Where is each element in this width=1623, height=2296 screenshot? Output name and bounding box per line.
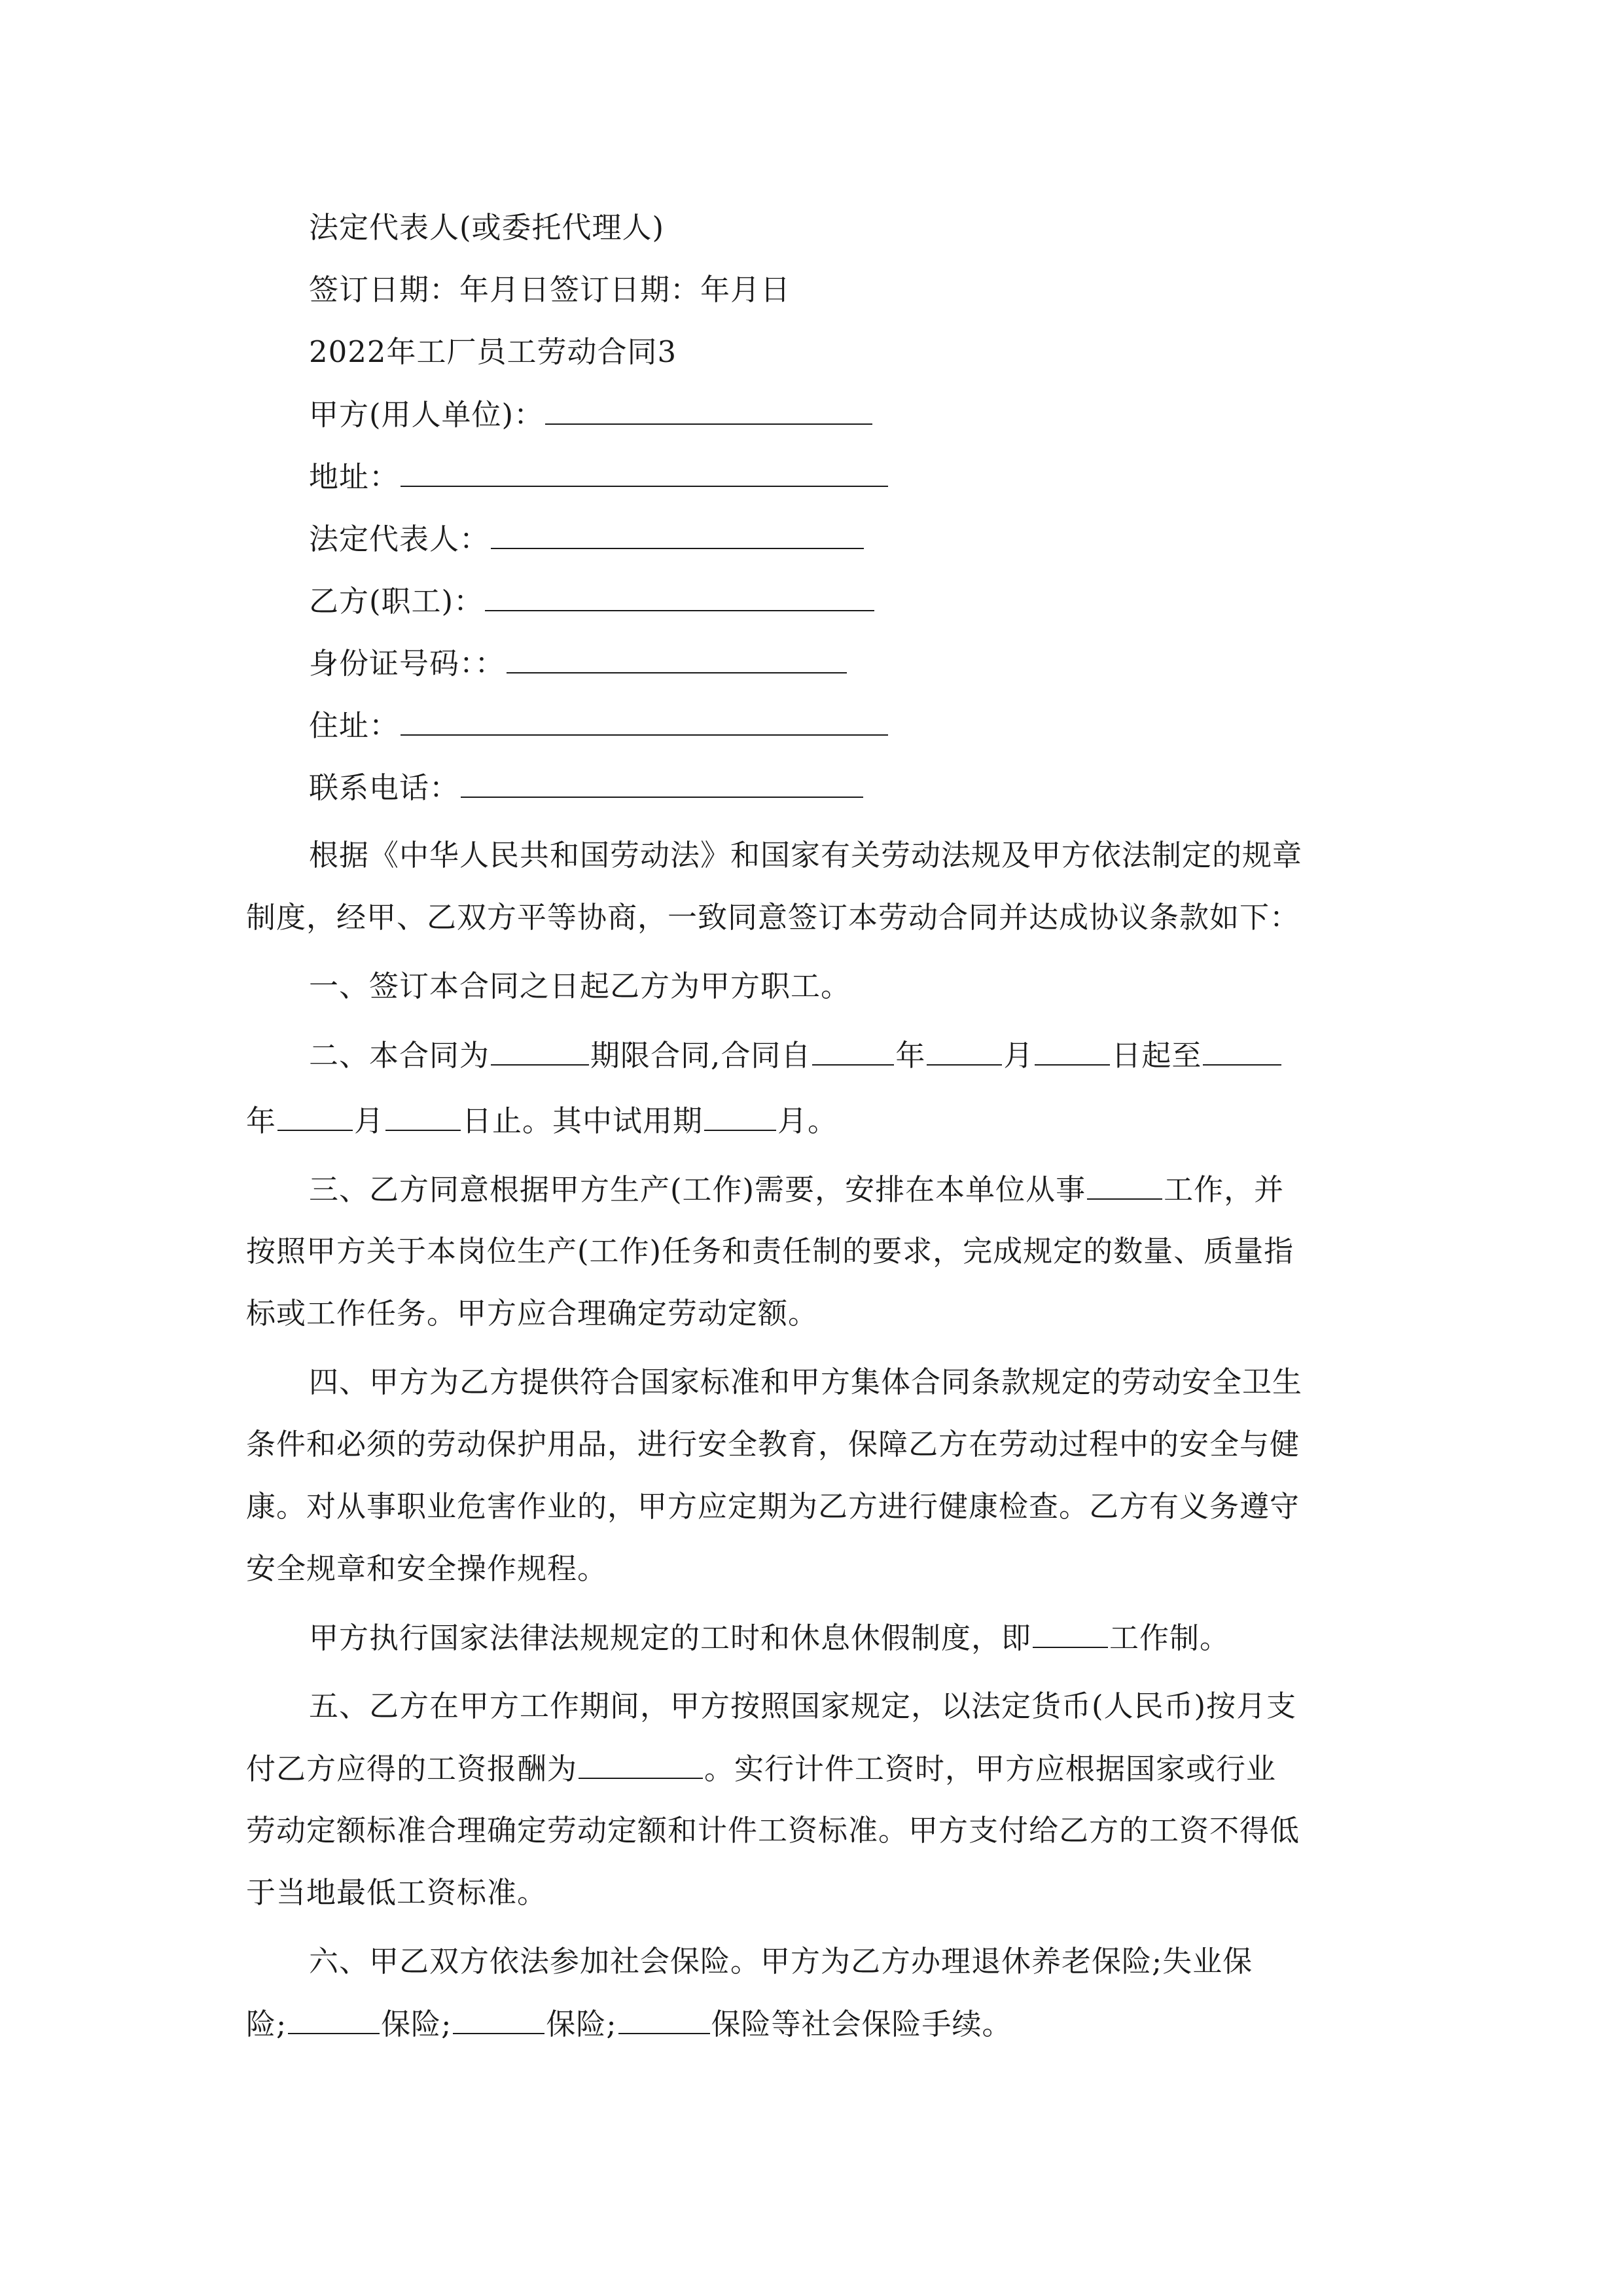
- clause-3-line-2: 按照甲方关于本岗位生产(工作)任务和责任制的要求，完成规定的数量、质量指: [246, 1234, 1294, 1268]
- contract-term-blank: [491, 1035, 589, 1066]
- id-number-blank: [507, 643, 847, 673]
- work-hours-line: 甲方执行国家法律法规规定的工时和休息休假制度，即 工作制。: [309, 1618, 1230, 1658]
- clause-5-line-3: 劳动定额标准合理确定劳动定额和计件工资标准。甲方支付给乙方的工资不得低: [246, 1813, 1300, 1848]
- field-address: 地址：: [309, 457, 889, 497]
- legal-rep-blank: [491, 519, 864, 549]
- contract-title: 2022年工厂员工劳动合同3: [309, 334, 677, 369]
- clause-3-line-1: 三、乙方同意根据甲方生产(工作)需要，安排在本单位从事 工作，并: [309, 1170, 1284, 1210]
- preamble-line-1: 根据《中华人民共和国劳动法》和国家有关劳动法规及甲方依法制定的规章: [309, 838, 1303, 872]
- start-month-blank: [927, 1035, 1002, 1066]
- end-year-blank: [1203, 1035, 1281, 1066]
- clause-4-line-1: 四、甲方为乙方提供符合国家标准和甲方集体合同条款规定的劳动安全卫生: [309, 1365, 1303, 1399]
- residence-blank: [401, 706, 888, 736]
- job-position-blank: [1087, 1170, 1162, 1200]
- phone-blank: [461, 768, 863, 798]
- clause-1: 一、签订本合同之日起乙方为甲方职工。: [309, 969, 851, 1003]
- clause-2-line-2: 年 月 日止。其中试用期 月。: [246, 1101, 838, 1141]
- field-residence: 住址：: [309, 706, 889, 745]
- clause-3-line-3: 标或工作任务。甲方应合理确定劳动定额。: [246, 1296, 819, 1331]
- insurance-blank-3: [618, 2004, 710, 2034]
- field-legal-rep: 法定代表人：: [309, 519, 865, 559]
- address-blank: [401, 457, 888, 487]
- probation-blank: [704, 1101, 776, 1131]
- clause-5-line-4: 于当地最低工资标准。: [246, 1875, 548, 1910]
- field-employee: 乙方(职工)：: [309, 581, 876, 621]
- work-system-blank: [1033, 1618, 1108, 1648]
- salary-blank: [579, 1749, 703, 1779]
- field-employer: 甲方(用人单位)：: [309, 395, 874, 435]
- start-year-blank: [812, 1035, 894, 1066]
- clause-6-line-1: 六、甲乙双方依法参加社会保险。甲方为乙方办理退休养老保险;失业保: [309, 1944, 1253, 1979]
- start-day-blank: [1035, 1035, 1110, 1066]
- field-phone: 联系电话：: [309, 768, 865, 808]
- field-id-number: 身份证号码：：: [309, 643, 848, 683]
- representative-line: 法定代表人(或委托代理人): [309, 210, 665, 245]
- signing-date-line: 签订日期：年月日签订日期：年月日: [309, 272, 791, 307]
- clause-5-line-1: 五、乙方在甲方工作期间，甲方按照国家规定，以法定货币(人民币)按月支: [309, 1689, 1297, 1723]
- end-day-blank: [385, 1101, 461, 1131]
- clause-5-line-2: 付乙方应得的工资报酬为 。实行计件工资时，甲方应根据国家或行业: [246, 1749, 1276, 1789]
- employer-blank: [545, 395, 872, 425]
- employee-blank: [485, 581, 874, 611]
- end-month-blank: [277, 1101, 353, 1131]
- clause-4-line-2: 条件和必须的劳动保护用品，进行安全教育，保障乙方在劳动过程中的安全与健: [246, 1427, 1300, 1462]
- clause-2-line-1: 二、本合同为 期限合同,合同自 年 月 日起至: [309, 1035, 1283, 1075]
- clause-4-line-4: 安全规章和安全操作规程。: [246, 1551, 608, 1586]
- insurance-blank-2: [453, 2004, 544, 2034]
- clause-6-line-2: 险; 保险; 保险; 保险等社会保险手续。: [246, 2004, 1012, 2044]
- preamble-line-2: 制度，经甲、乙双方平等协商，一致同意签订本劳动合同并达成协议条款如下：: [246, 900, 1300, 935]
- clause-4-line-3: 康。对从事职业危害作业的，甲方应定期为乙方进行健康检查。乙方有义务遵守: [246, 1489, 1300, 1524]
- insurance-blank-1: [288, 2004, 380, 2034]
